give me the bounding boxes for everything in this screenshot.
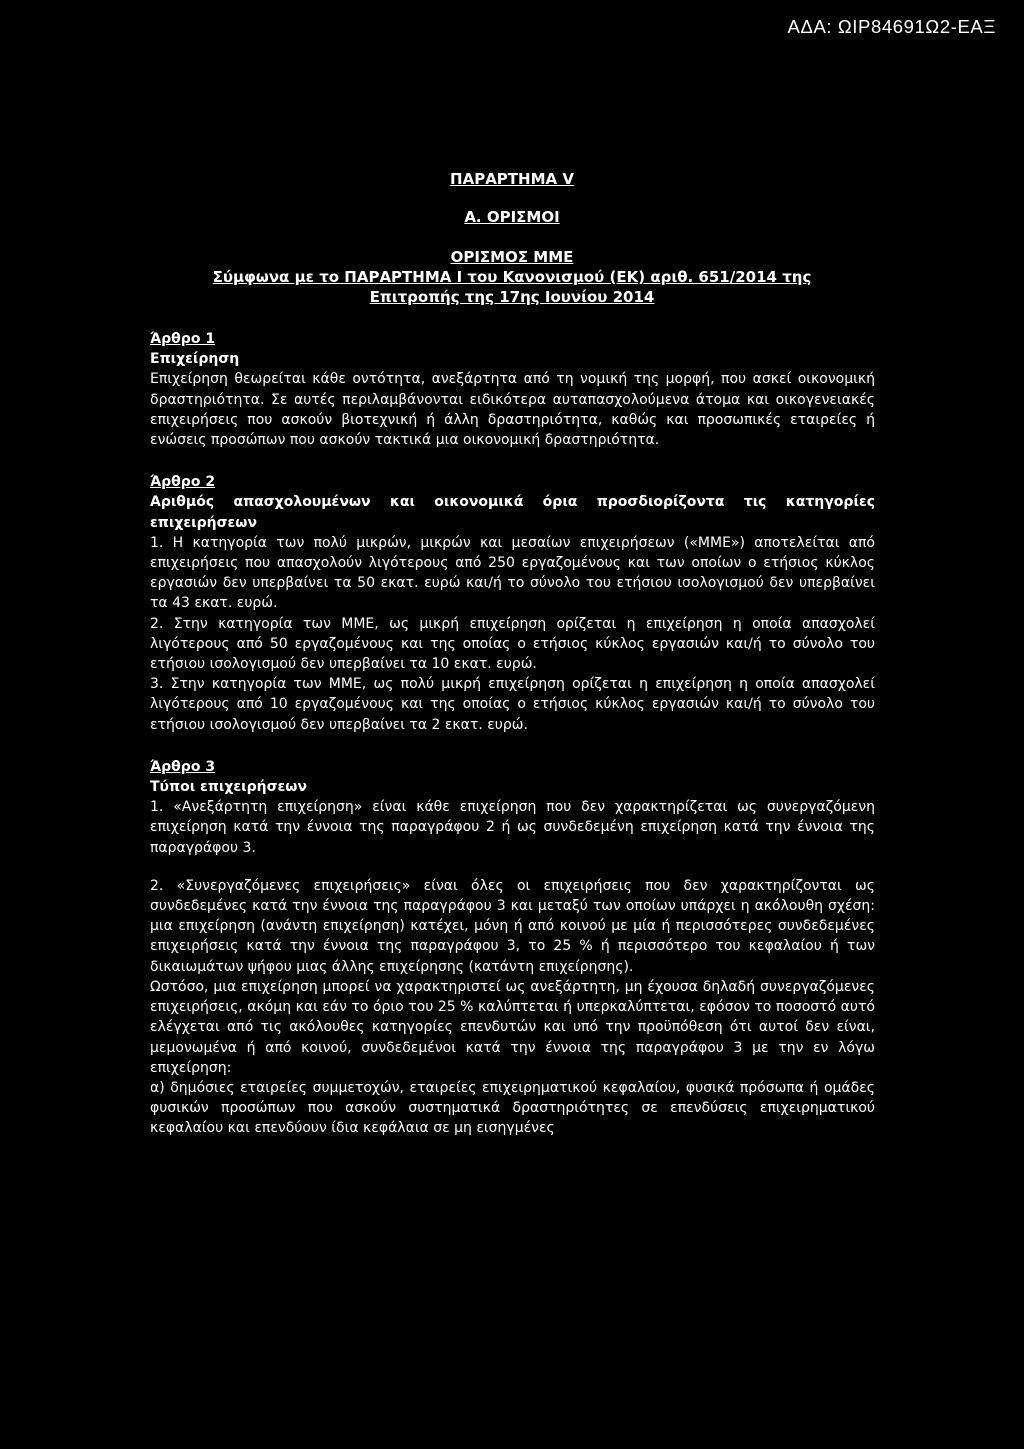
definition-heading: ΟΡΙΣΜΟΣ ΜΜΕ (450, 248, 574, 266)
document-body (150, 329, 875, 1139)
section-title: Α. ΟΡΙΣΜΟΙ (464, 208, 560, 226)
article-paragraph: 2. Στην κατηγορία των ΜΜΕ, ως μικρή επιχείρηση ορίζεται η επιχείρηση η οποία απασχολεί λιγότερους από 50 εργαζομένους και της οποίας ο ετήσιος κύκλος εργασιών και/ή το σύνολο του ετήσιου ισολογισμού δεν υπερβαίνει τα 10 εκατ. ευρώ. (150, 615, 875, 673)
article-paragraph: Ωστόσο, μια επιχείρηση μπορεί να χαρακτηριστεί ως ανεξάρτητη, μη έχουσα δηλαδή συνεργαζόμενες επιχειρήσεις, ακόμη και εάν το όριο του 25 % καλύπτεται ή υπερκαλύπτεται, εφόσον το ποσοστό αυτό ελέγχεται από τις ακόλουθες κατηγορίες επενδυτών και υπό την προϋπόθεση ότι αυτοί δεν είναι, μεμονωμένα ή από κοινού, συνδεδεμένοι κατά την έννοια της παραγράφου 3 με την εν λόγω επιχείρηση: (150, 978, 875, 1076)
article-heading: Άρθρο 3 (150, 758, 216, 775)
article-paragraph: 3. Στην κατηγορία των ΜΜΕ, ως πολύ μικρή επιχείρηση ορίζεται η επιχείρηση η οποία απασχολεί λιγότερους από 10 εργαζομένους και της οποίας ο ετήσιος κύκλος εργασιών και/ή το σύνολο του ετήσιου ισολογισμού δεν υπερβαίνει τα 2 εκατ. ευρώ. (150, 676, 875, 733)
ada-code: ΑΔΑ: ΩΙΡ84691Ω2-ΕΑΞ (787, 16, 996, 37)
article-title: Τύποι επιχειρήσεων (150, 779, 308, 796)
article-2 (150, 472, 875, 735)
definition-block (0, 247, 1024, 307)
article-paragraph: Επιχείρηση θεωρείται κάθε οντότητα, ανεξάρτητα από τη νομική της μορφή, που ασκεί οικονομική δραστηριότητα. Σε αυτές περιλαμβάνονται ειδικότερα αυταπασχολούμενα άτομα και οικογενειακές επιχειρήσεις που ασκούν βιοτεχνική ή άλλη δραστηριότητα, καθώς και προσωπικές εταιρείες ή ενώσεις προσώπων που ασκούν τακτικά μια οικονομική δραστηριότητα. (150, 371, 875, 449)
article-paragraph: α) δημόσιες εταιρείες συμμετοχών, εταιρείες επιχειρηματικού κεφαλαίου, φυσικά πρόσωπα ή ομάδες φυσικών προσώπων που ασκούν συστηματικά δραστηριότητες σε επενδύσεις επιχειρηματικού κεφαλαίου και επενδύουν ίδια κεφάλαια σε μη εισηγμένες (150, 1079, 875, 1137)
article-3 (150, 757, 875, 1139)
reference-line-1: Σύμφωνα με το ΠΑΡΑΡΤΗΜΑ I του Κανονισμού (ΕΚ) αριθ. 651/2014 της (212, 268, 812, 286)
article-heading: Άρθρο 2 (150, 474, 216, 491)
article-title: Αριθμός απασχολουμένων και οικονομικά όρια προσδιορίζοντα τις κατηγορίες επιχειρήσεων (150, 494, 875, 531)
article-paragraph: 1. Η κατηγορία των πολύ μικρών, μικρών και μεσαίων επιχειρήσεων («ΜΜΕ») αποτελείται από επιχειρήσεις που απασχολούν λιγότερους από 250 εργαζομένους και των οποίων ο ετήσιος κύκλος εργασιών δεν υπερβαίνει τα 50 εκατ. ευρώ και/ή το σύνολο του ετήσιου ισολογισμού δεν υπερβαίνει τα 43 εκατ. ευρώ. (150, 534, 875, 612)
article-paragraph: 1. «Ανεξάρτητη επιχείρηση» είναι κάθε επιχείρηση που δεν χαρακτηρίζεται ως συνεργαζόμενη επιχείρηση κατά την έννοια της παραγράφου 2 ή ως συνδεδεμένη επιχείρηση κατά την έννοια της παραγράφου 3. (150, 799, 875, 856)
reference-line-2: Επιτροπής της 17ης Ιουνίου 2014 (369, 288, 655, 306)
article-paragraph: 2. «Συνεργαζόμενες επιχειρήσεις» είναι όλες οι επιχειρήσεις που δεν χαρακτηρίζονται ως συνδεδεμένες κατά την έννοια της παραγράφου 3 και μεταξύ των οποίων υπάρχει η ακόλουθη σχέση: μια επιχείρηση (ανάντη επιχείρηση) κατέχει, μόνη ή από κοινού με μία ή περισσότερες συνδεδεμένες επιχειρήσεις κατά την έννοια της παραγράφου 3, το 25 % ή περισσότερο του κεφαλαίου ή των δικαιωμάτων ψήφου μιας άλλης επιχείρησης (κατάντη επιχείρησης). (150, 877, 875, 975)
article-heading: Άρθρο 1 (150, 331, 216, 347)
article-1 (150, 329, 875, 450)
annex-title: ΠΑΡΑΡΤΗΜΑ V (450, 170, 574, 188)
article-title: Επιχείρηση (150, 351, 240, 368)
